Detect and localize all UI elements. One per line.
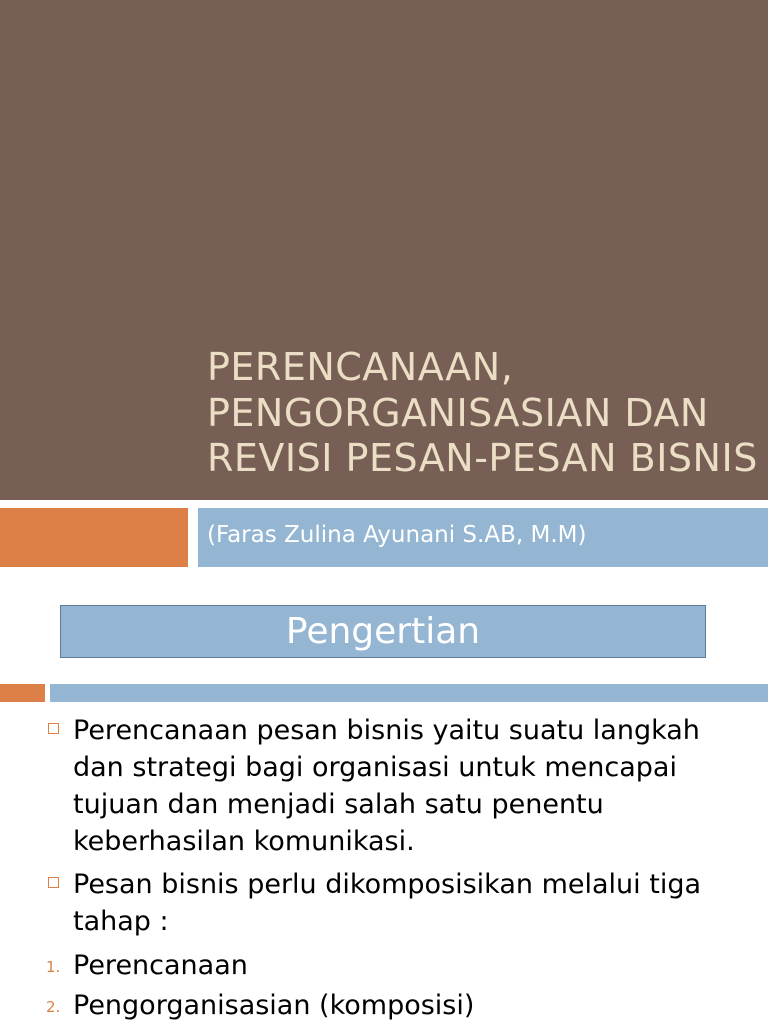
bullet-item [0,712,768,860]
content-accent-band-blue [50,684,768,702]
bullet-text: Perencanaan pesan bisnis yaitu suatu langkah dan strategi bagi organisasi untuk mencapai tujuan dan menjadi salah satu penentu keberhasilan komunikasi. [73,715,700,857]
slide-title: PERENCANAAN, PENGORGANISASIAN DAN REVISI PESAN-PESAN BISNIS [207,345,758,481]
numbered-text: Perencanaan [73,950,248,981]
content-slide [0,572,768,1024]
bullet-item [0,866,768,940]
numbered-text: Pengorganisasian (komposisi) [73,990,475,1021]
numbered-item [0,946,768,986]
number-marker: 1. [46,958,61,976]
section-heading: Pengertian [285,610,481,652]
title-accent-band-orange [0,508,188,567]
slide-subtitle: (Faras Zulina Ayunani S.AB, M.M) [207,522,587,548]
section-heading-box [60,605,706,658]
content-body [0,712,768,1024]
bullet-text: Pesan bisnis perlu dikomposisikan melalui tiga tahap : [73,869,702,937]
number-marker: 2. [46,998,61,1016]
square-bullet-icon [48,877,59,888]
content-accent-band-orange [0,684,45,702]
numbered-item [0,986,768,1024]
square-bullet-icon [48,723,59,734]
